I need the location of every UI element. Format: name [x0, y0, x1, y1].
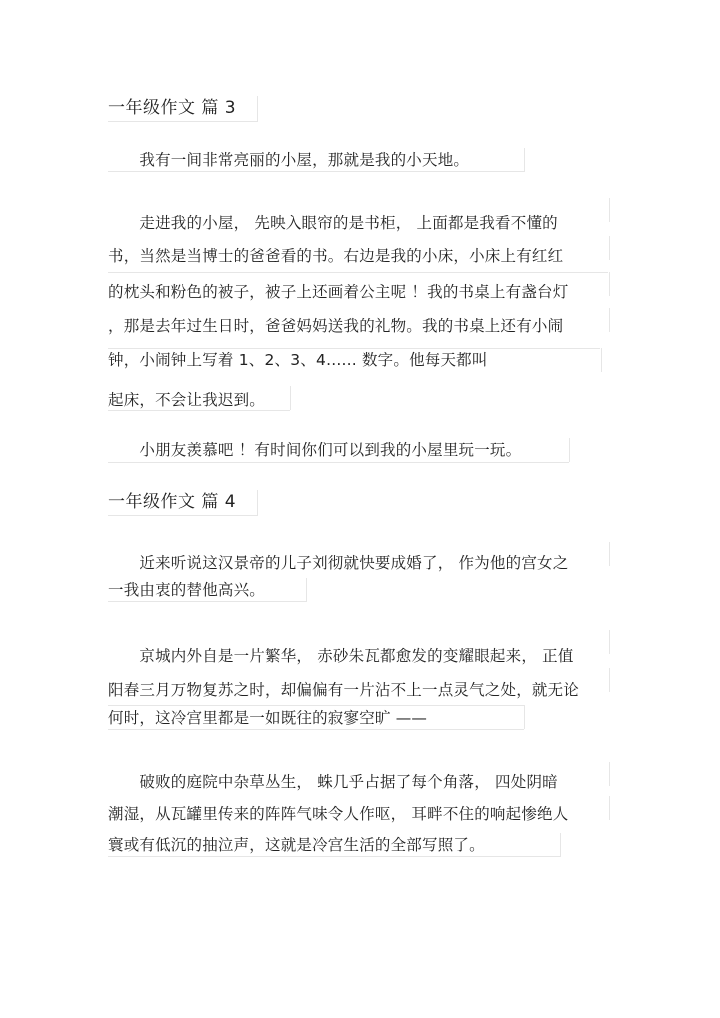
paragraph-line: 京城内外自是一片繁华， 赤砂朱瓦都愈发的变耀眼起来， 正值 — [108, 647, 574, 665]
paragraph-line: 何时，这冷宫里都是一如既往的寂寥空旷 —— — [108, 709, 428, 727]
paragraph-line: 钟，小闹钟上写着 1、2、3、4...... 数字。他每天都叫 — [108, 351, 488, 369]
paragraph-line: 小朋友羡慕吧 ！有时间你们可以到我的小屋里玩一玩。 — [108, 441, 522, 459]
paragraph-line: 寰或有低沉的抽泣声，这就是冷宫生活的全部写照了。 — [108, 836, 485, 854]
paragraph-line: 潮湿，从瓦罐里传来的阵阵气味令人作呕， 耳畔不住的响起惨绝人 — [108, 805, 569, 823]
paragraph-line: 走进我的小屋， 先映入眼帘的是书柜， 上面都是我看不懂的 — [108, 214, 558, 232]
paragraph-line: 起床，不会让我迟到。 — [108, 391, 266, 409]
paragraph-line: 我有一间非常亮丽的小屋，那就是我的小天地。 — [108, 151, 470, 169]
paragraph-line: 一我由衷的替他高兴。 — [108, 581, 266, 599]
paragraph-line: 阳春三月万物复苏之时，却偏偏有一片沾不上一点灵气之处，就无论 — [108, 681, 580, 699]
paragraph-line: 的枕头和粉色的被子，被子上还画着公主呢 ！我的书桌上有盏台灯 — [108, 283, 569, 301]
section-heading: 一年级作文 篇 3 — [108, 98, 237, 118]
paragraph-line: 破败的庭院中杂草丛生， 蛛几乎占据了每个角落， 四处阴暗 — [108, 773, 558, 791]
paragraph-line: 书，当然是当博士的爸爸看的书。右边是我的小床，小床上有红红 — [108, 247, 564, 265]
paragraph-line: 近来听说这汉景帝的儿子刘彻就快要成婚了， 作为他的宫女之 — [108, 554, 569, 572]
section-heading: 一年级作文 篇 4 — [108, 492, 237, 512]
paragraph-line: ，那是去年过生日时，爸爸妈妈送我的礼物。我的书桌上还有小闹 — [108, 317, 564, 335]
